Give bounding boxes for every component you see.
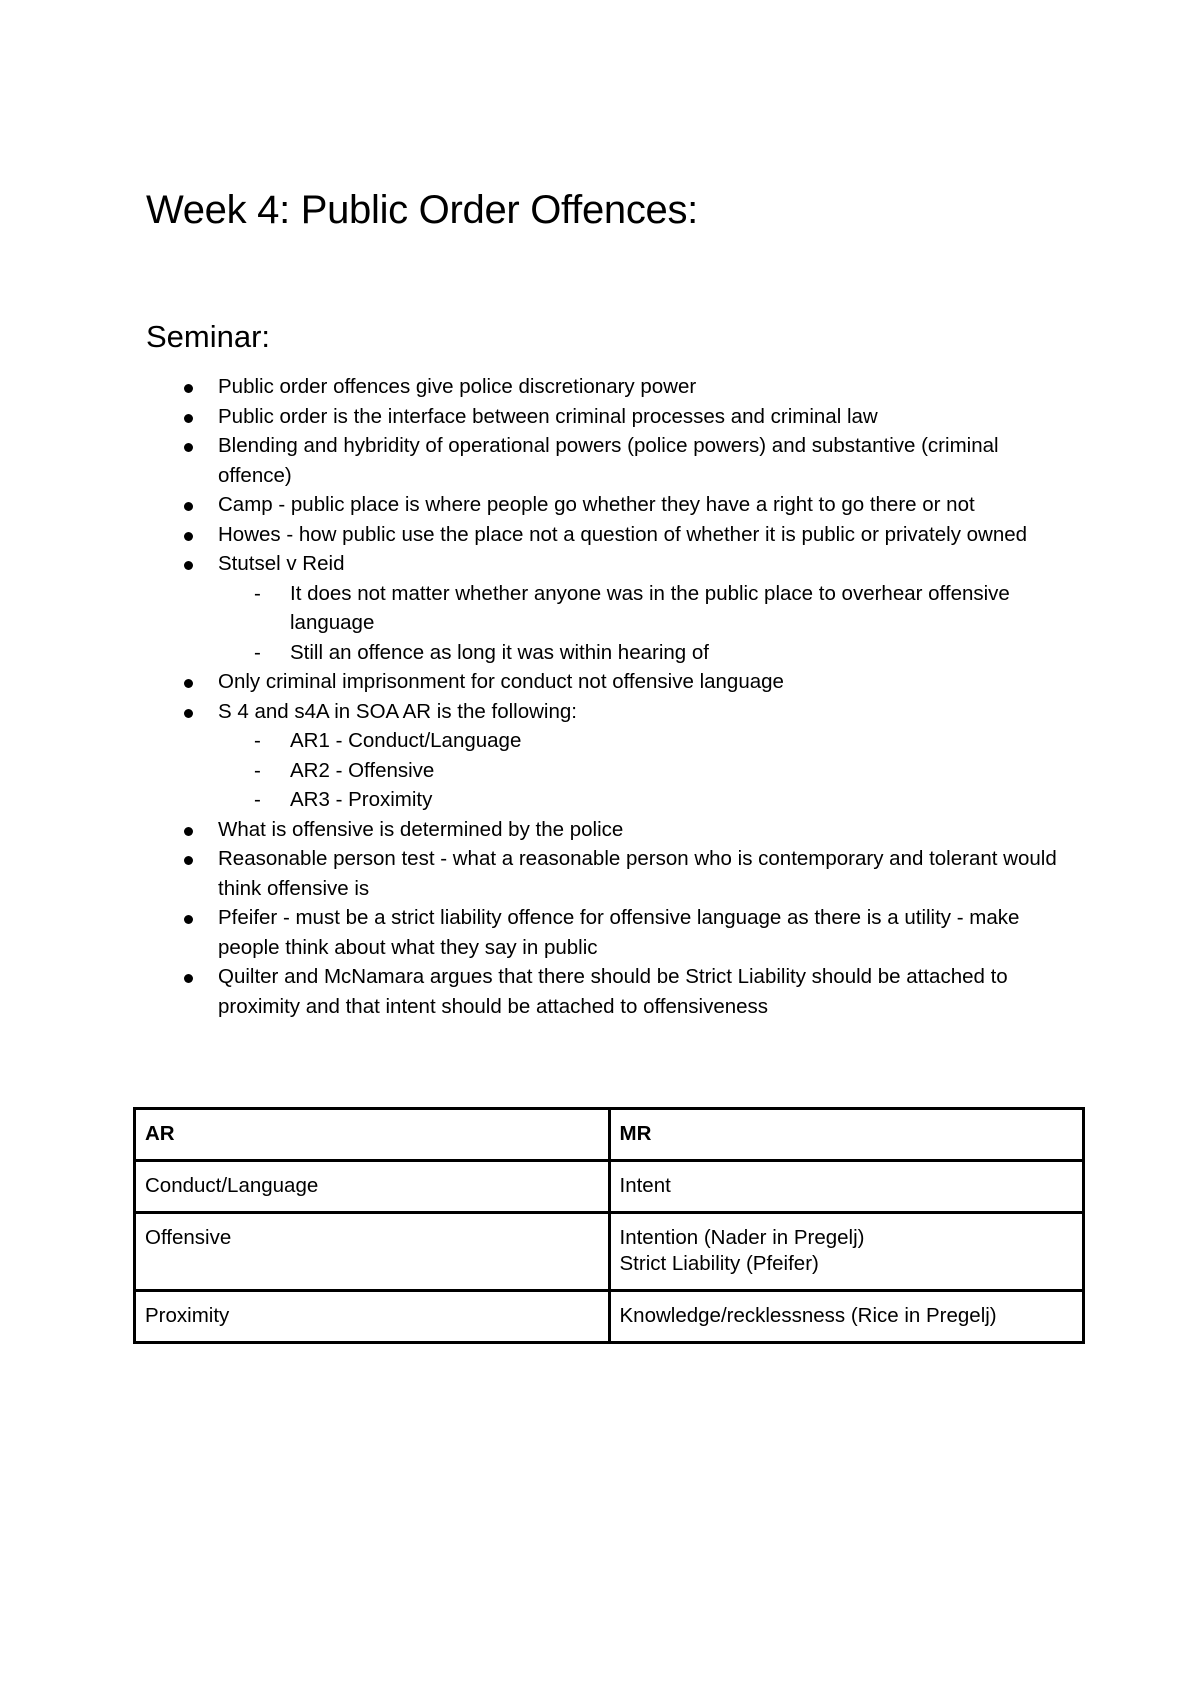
bullet-text: Pfeifer - must be a strict liability offence for offensive language as there is a utility - make people think about what they say in public (218, 906, 1020, 959)
bullet-text: Public order is the interface between criminal processes and criminal law (218, 404, 878, 428)
table-row (135, 1291, 1084, 1343)
seminar-bullet-list (0, 372, 1200, 1021)
bullet-text: Reasonable person test - what a reasonable person who is contemporary and tolerant would think offensive is (218, 847, 1057, 900)
bullet-text: Howes - how public use the place not a question of whether it is public or privately owned (218, 522, 1028, 546)
bullet-item (0, 520, 1200, 550)
bullet-item (0, 667, 1200, 697)
table-cell-mr (609, 1213, 1084, 1291)
bullet-text: S 4 and s4A in SOA AR is the following: (218, 699, 577, 723)
bullet-item (0, 903, 1200, 962)
bullet-item (0, 490, 1200, 520)
bullet-item (0, 815, 1200, 845)
bullet-text: Stutsel v Reid (218, 552, 345, 575)
bullet-item (0, 697, 1200, 815)
section-heading-seminar: Seminar: (146, 319, 271, 354)
table-cell-line: Strict Liability (Pfeifer) (619, 1252, 819, 1275)
table-cell-ar: Conduct/Language (135, 1161, 610, 1213)
page-title: Week 4: Public Order Offences: (146, 188, 698, 232)
sub-bullet-item: - AR1 - Conduct/Language (218, 726, 1060, 756)
bullet-item (0, 402, 1200, 432)
table-cell-mr (609, 1161, 1084, 1213)
bullet-text: Blending and hybridity of operational powers (police powers) and substantive (criminal offence) (218, 434, 999, 487)
sub-bullet-item: - AR3 - Proximity (218, 785, 1060, 815)
sub-bullet-item: - Still an offence as long it was within hearing of (218, 638, 1060, 668)
bullet-text: Public order offences give police discretionary power (218, 375, 697, 398)
bullet-text: Only criminal imprisonment for conduct not offensive language (218, 670, 784, 693)
sub-bullet-list (218, 726, 1060, 815)
sub-bullet-item: - It does not matter whether anyone was in the public place to overhear offensive language (218, 579, 1060, 638)
bullet-text: Camp - public place is where people go whether they have a right to go there or not (218, 493, 975, 516)
table-cell-mr (609, 1291, 1084, 1343)
sub-bullet-list (218, 579, 1060, 668)
ar-mr-table (133, 1107, 1085, 1344)
table-cell-ar: Offensive (135, 1213, 610, 1291)
table-header-mr: MR (609, 1109, 1084, 1161)
bullet-item (0, 962, 1200, 1021)
bullet-item (0, 844, 1200, 903)
table-cell-line: Intent (619, 1174, 671, 1197)
bullet-item (0, 372, 1200, 402)
sub-bullet-item: - AR2 - Offensive (218, 756, 1060, 786)
bullet-text: What is offensive is determined by the police (218, 817, 624, 841)
table-cell-line: Knowledge/recklessness (Rice in Pregelj) (619, 1304, 997, 1327)
table-header-ar: AR (135, 1109, 610, 1161)
bullet-item (0, 431, 1200, 490)
table-header-row (135, 1109, 1084, 1161)
table-row (135, 1213, 1084, 1291)
table-cell-line: Intention (Nader in Pregelj) (619, 1226, 865, 1249)
bullet-text: Quilter and McNamara argues that there should be Strict Liability should be attached to proximity and that intent should be attached to offensiveness (218, 965, 1008, 1018)
table-row (135, 1161, 1084, 1213)
bullet-item (0, 549, 1200, 667)
table-cell-ar: Proximity (135, 1291, 610, 1343)
